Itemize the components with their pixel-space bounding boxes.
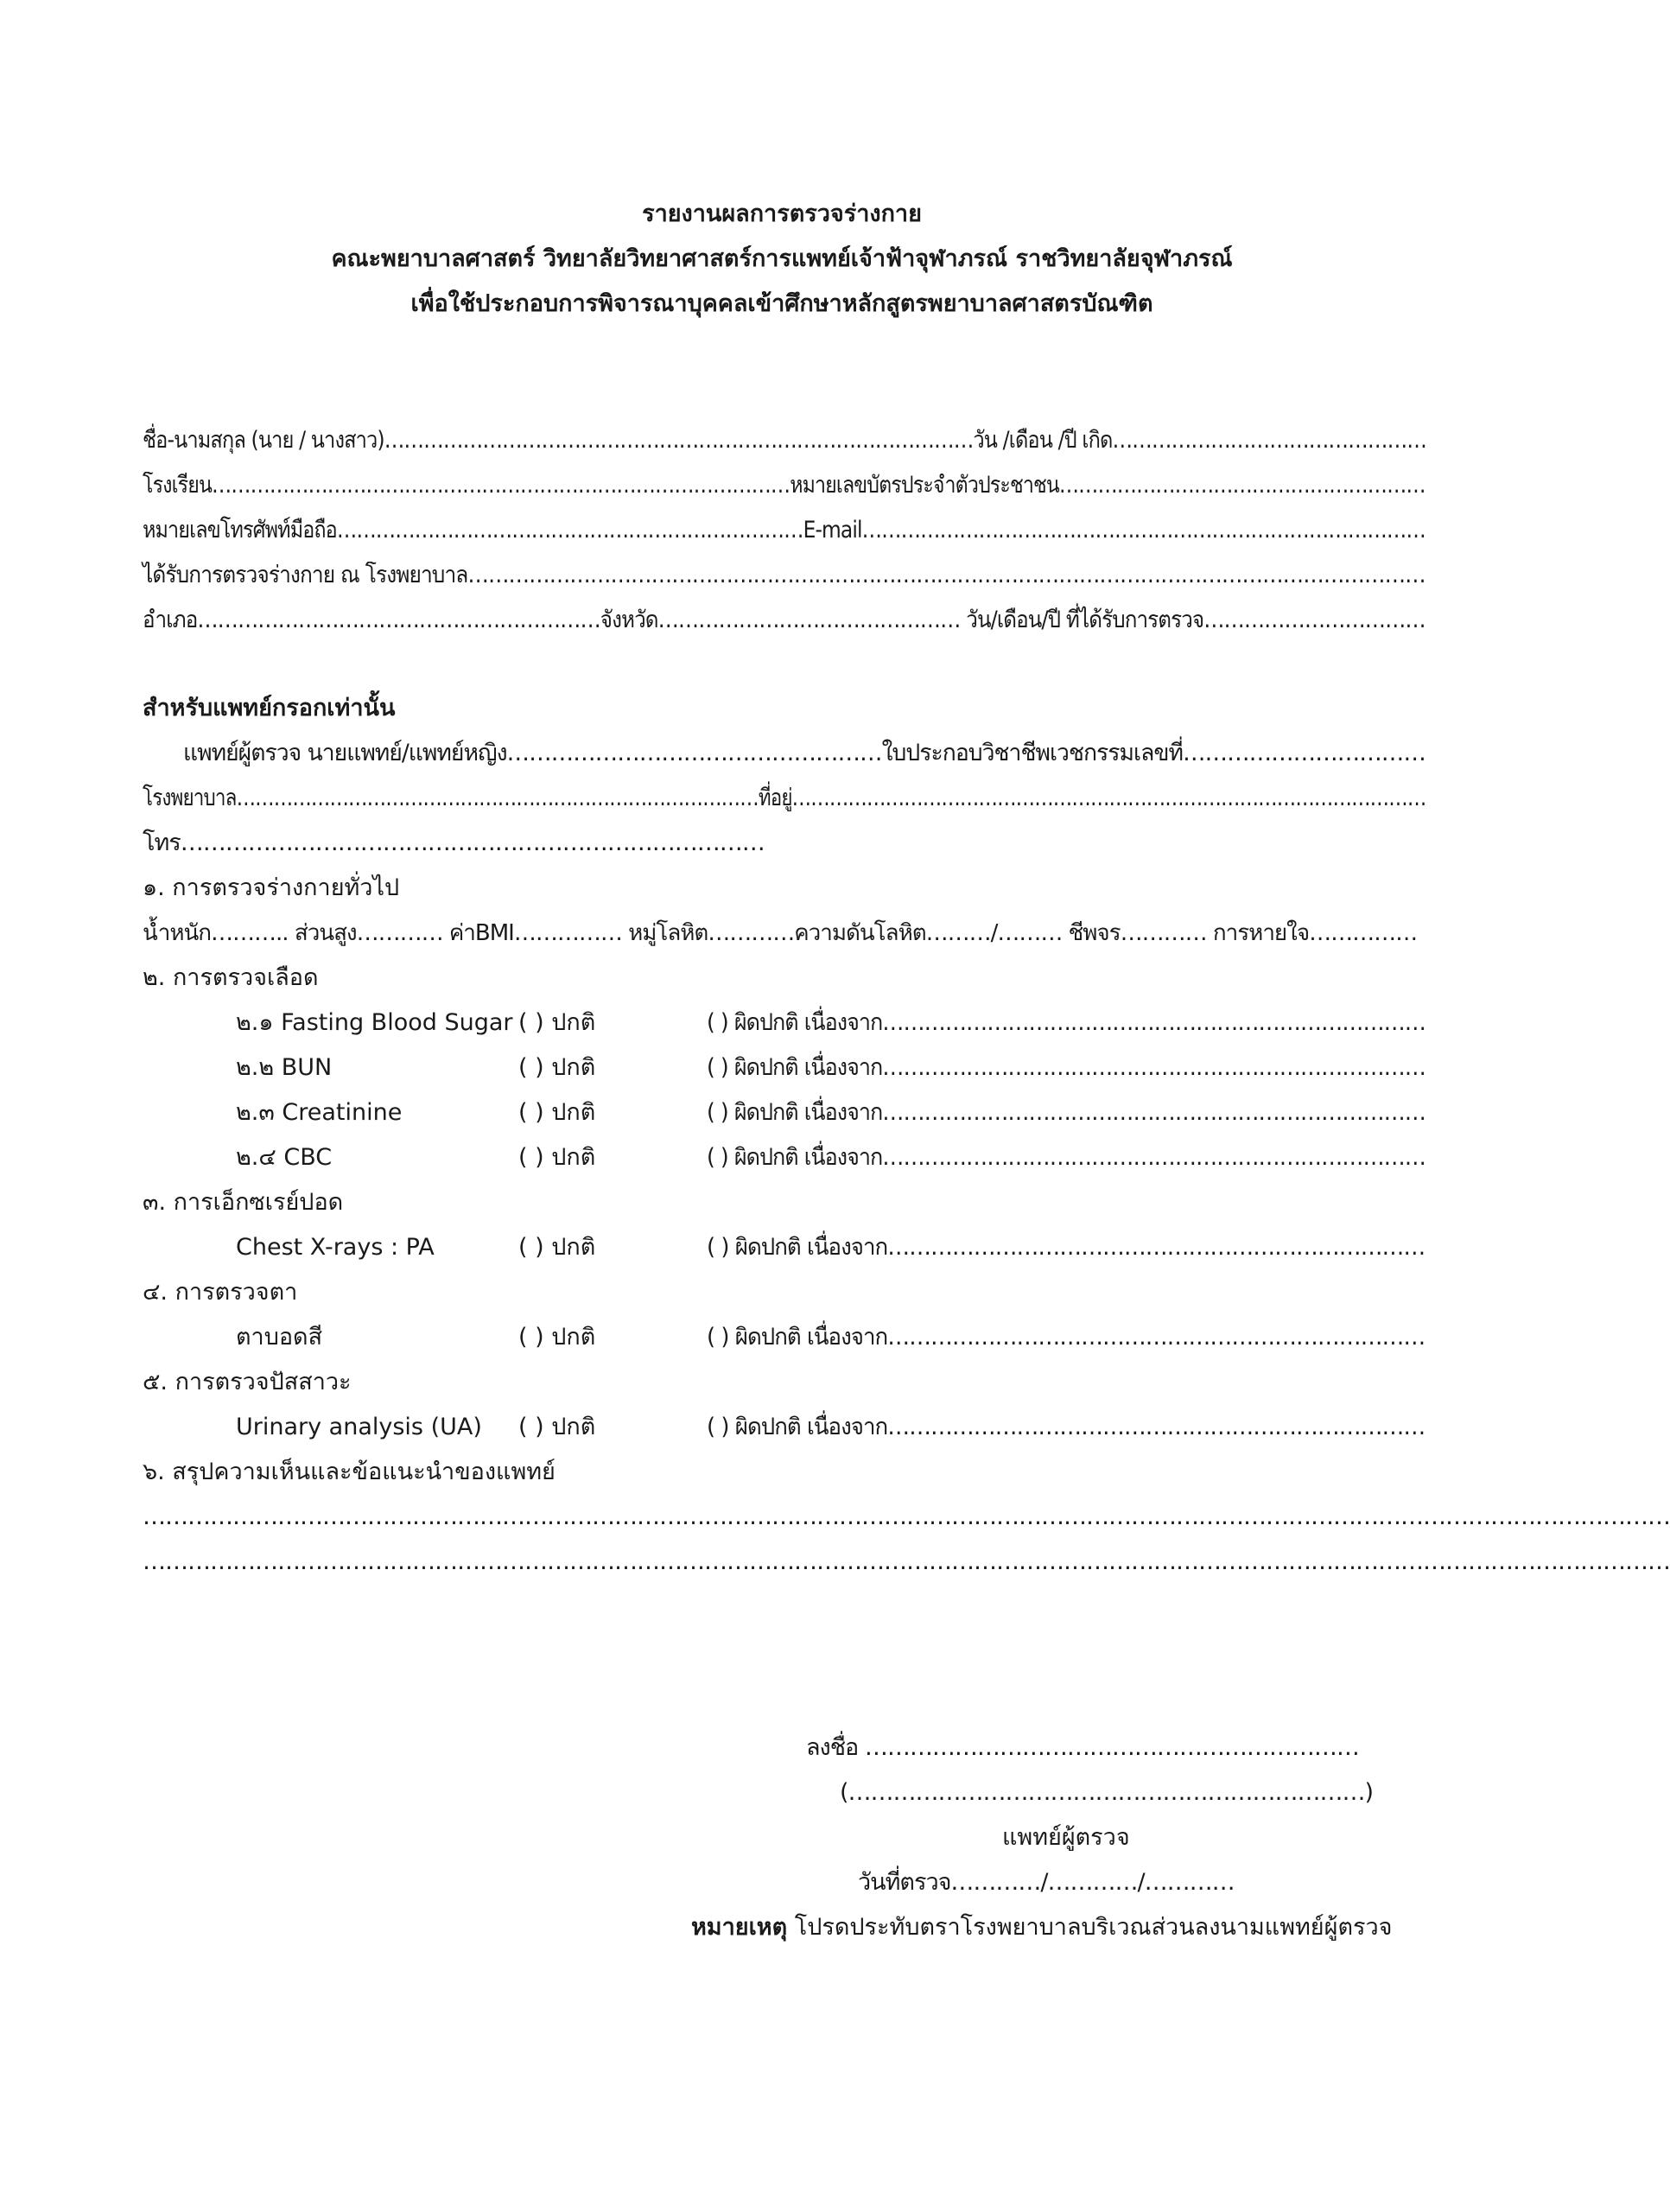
district-province-date-field[interactable]: อำเภอ……………………………………………………จังหวัด……………………………………… วัน/เดือน/ปี ที่ได้รับการตรวจ…………………………… xyxy=(143,607,1426,633)
section-chest-xray: ๓. การเอ็กซเรย์ปอด xyxy=(143,1189,344,1216)
normal-checkbox[interactable]: ( ) ปกติ xyxy=(518,1414,596,1440)
exam-date-field[interactable]: วันที่ตรวจ…………/…………/………… xyxy=(858,1869,1235,1896)
section-general-exam: ๑. การตรวจร่างกายทั่วไป xyxy=(143,874,400,901)
normal-checkbox[interactable]: ( ) ปกติ xyxy=(518,1144,596,1171)
abnormal-checkbox[interactable]: ( ) ผิดปกติ เนื่องจาก………………………………………………………………… xyxy=(707,1414,1426,1440)
doctor-hospital-field[interactable]: โรงพยาบาล…………………………………………………………………………ที่อยู่………………………………………………………………………………………… xyxy=(143,785,1426,811)
section-eye-exam: ๔. การตรวจตา xyxy=(143,1279,298,1306)
summary-line[interactable]: …………………………………………………………………………………………………………………………………………………………………………………… xyxy=(143,1548,1670,1575)
institution-name: คณะพยาบาลศาสตร์ วิทยาลัยวิทยาศาสตร์การแพทย์เจ้าฟ้าจุฬาภรณ์ ราชวิทยาลัยจุฬาภรณ์ xyxy=(331,245,1233,272)
abnormal-checkbox[interactable]: ( ) ผิดปกติ เนื่องจาก………………………………………………………………… xyxy=(707,1234,1426,1261)
exam-hospital-field[interactable]: ได้รับการตรวจร่างกาย ณ โรงพยาบาล…………………………………………………………………………………………………………………………… xyxy=(143,562,1426,588)
normal-checkbox[interactable]: ( ) ปกติ xyxy=(518,1324,596,1351)
normal-checkbox[interactable]: ( ) ปกติ xyxy=(518,1054,596,1081)
test-label: ๒.๔ CBC xyxy=(236,1144,333,1171)
section-urine-test: ๕. การตรวจปัสสาวะ xyxy=(143,1369,352,1395)
section-blood-test: ๒. การตรวจเลือด xyxy=(143,964,319,991)
section-doctor-summary: ๖. สรุปความเห็นและข้อแนะนำของแพทย์ xyxy=(143,1459,556,1485)
normal-checkbox[interactable]: ( ) ปกติ xyxy=(518,1099,596,1126)
applicant-school-field[interactable]: โรงเรียน………………………………………………………………………………หมายเลขบัตรประจำตัวประชาชน………………………………………………… xyxy=(143,472,1426,499)
abnormal-checkbox[interactable]: ( ) ผิดปกติ เนื่องจาก…………………………………………………………………… xyxy=(707,1009,1426,1036)
signature-name-field[interactable]: (……………………………………………………………) xyxy=(840,1779,1374,1806)
test-label: Urinary analysis (UA) xyxy=(236,1414,482,1440)
abnormal-checkbox[interactable]: ( ) ผิดปกติ เนื่องจาก………………………………………………………………… xyxy=(707,1324,1426,1351)
vitals-field[interactable]: น้ำหนัก……….. ส่วนสูง………… ค่าBMI…………… หมู่โลหิต…………ความดันโลหิต………/……… ชีพจร………… การหายใจ…………… xyxy=(143,920,1418,946)
doctor-phone-field[interactable]: โทร…………………………………………………………………… xyxy=(143,830,765,856)
report-title: รายงานผลการตรวจร่างกาย xyxy=(642,200,922,227)
test-label: ๒.๒ BUN xyxy=(236,1054,333,1081)
normal-checkbox[interactable]: ( ) ปกติ xyxy=(518,1234,596,1261)
doctor-name-field[interactable]: แพทย์ผู้ตรวจ นายแพทย์/แพทย์หญิง……………………………………………ใบประกอบวิชาชีพเวชกรรมเลขที่…………………………… xyxy=(183,740,1426,766)
report-purpose: เพื่อใช้ประกอบการพิจารณาบุคคลเข้าศึกษาหลักสูตรพยาบาลศาสตรบัณฑิต xyxy=(410,290,1153,317)
applicant-phone-field[interactable]: หมายเลขโทรศัพท์มือถือ………………………………………………………………E-mail…………………………………………………………………………… xyxy=(143,517,1426,543)
test-label: ตาบอดสี xyxy=(236,1324,323,1351)
abnormal-checkbox[interactable]: ( ) ผิดปกติ เนื่องจาก…………………………………………………………………… xyxy=(707,1099,1426,1126)
doctor-section-heading: สำหรับแพทย์กรอกเท่านั้น xyxy=(143,695,396,721)
note-text: โปรดประทับตราโรงพยาบาลบริเวณส่วนลงนามแพทย์ผู้ตรวจ xyxy=(787,1914,1393,1941)
note-label: หมายเหตุ xyxy=(691,1914,788,1941)
summary-line[interactable]: …………………………………………………………………………………………………………………………………………………………………………………… xyxy=(143,1503,1670,1530)
abnormal-checkbox[interactable]: ( ) ผิดปกติ เนื่องจาก…………………………………………………………………… xyxy=(707,1144,1426,1171)
test-label: ๒.๑ Fasting Blood Sugar xyxy=(236,1009,513,1036)
note-line xyxy=(691,1912,1392,1943)
test-label: ๒.๓ Creatinine xyxy=(236,1099,403,1126)
signature-role: แพทย์ผู้ตรวจ xyxy=(1002,1824,1130,1851)
signature-field[interactable]: ลงชื่อ ………………………………………………………… xyxy=(806,1734,1359,1761)
applicant-name-field[interactable]: ชื่อ-นามสกุล (นาย / นางสาว)………………………………………………………………………………วัน /เดือน /ปี เกิด………………………………………… xyxy=(143,427,1427,454)
abnormal-checkbox[interactable]: ( ) ผิดปกติ เนื่องจาก…………………………………………………………………… xyxy=(707,1054,1426,1081)
test-label: Chest X-rays : PA xyxy=(236,1234,435,1261)
normal-checkbox[interactable]: ( ) ปกติ xyxy=(518,1009,596,1036)
